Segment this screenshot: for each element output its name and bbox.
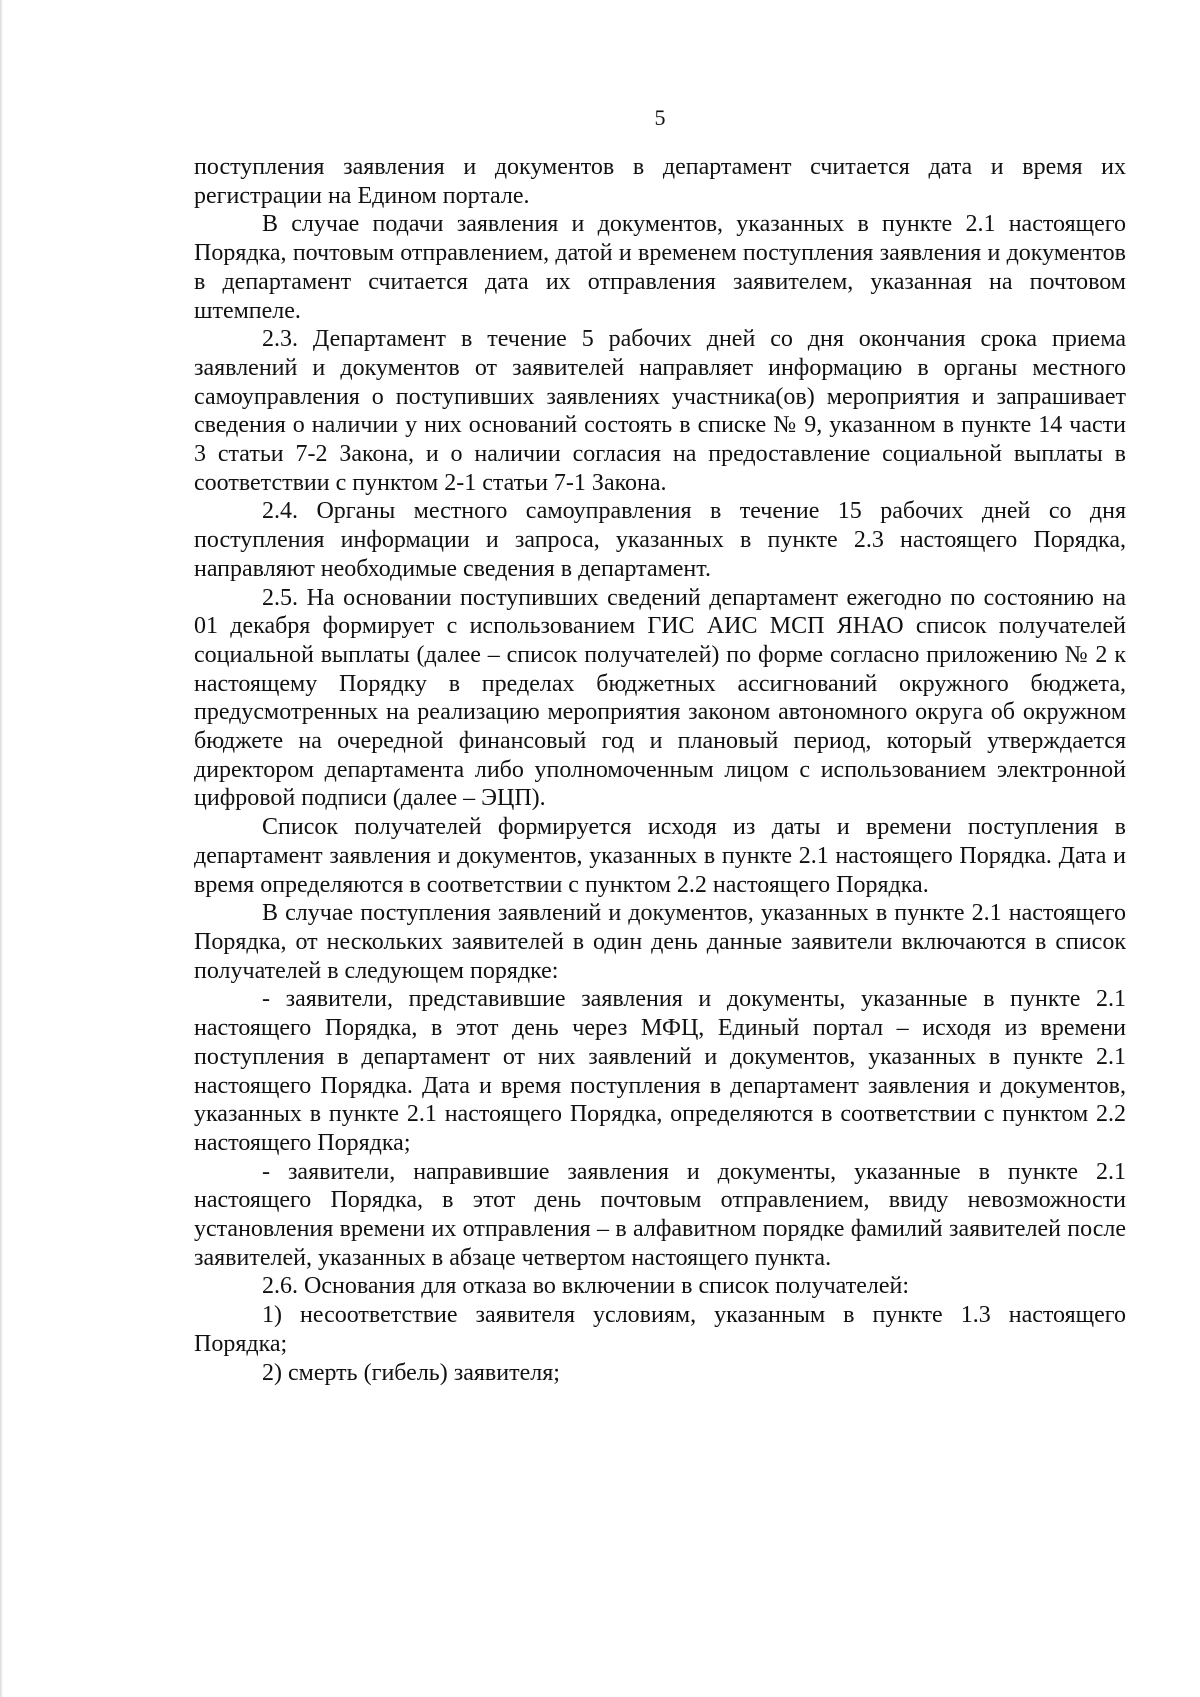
list-item-refusal-1: 1) несоответствие заявителя условиям, указанным в пункте 1.3 настоящего Порядка;: [194, 1302, 1126, 1357]
page-edge-shadow: [0, 0, 3, 1697]
list-item-refusal-2: 2) смерть (гибель) заявителя;: [262, 1359, 560, 1386]
page-number: 5: [654, 105, 666, 130]
paragraph-postal-submission: В случае подачи заявления и документов, указанных в пункте 2.1 настоящего Порядка, почтовым отправлением, датой и временем поступления заявления и документов в департамент считается дата их отправления заявителем, указанная на почтовом штемпеле.: [194, 211, 1126, 324]
paragraph-clause-2-5: 2.5. На основании поступивших сведений департамент ежегодно по состоянию на 01 декабря формирует с использованием ГИС АИС МСП ЯНАО список получателей социальной выплаты (далее – список получателей) по форме согласно приложению № 2 к настоящему Порядку в пределах бюджетных ассигнований окружного бюджета, предусмотренных на реализацию мероприятия законом автономного округа об окружном бюджете на очередной финансовый год и плановый период, который утверждается директором департамента либо уполномоченным лицом с использованием электронной цифровой подписи (далее – ЭЦП).: [194, 584, 1126, 812]
paragraph-same-day-order: В случае поступления заявлений и документов, указанных в пункте 2.1 настоящего Порядка, от нескольких заявителей в один день данные заявители включаются в список получателей в следующем порядке:: [194, 900, 1126, 984]
paragraph-registration-date: поступления заявления и документов в департамент считается дата и время их регистрации на Едином портале.: [194, 154, 1126, 209]
list-item-mfc-portal: - заявители, представившие заявления и документы, указанные в пункте 2.1 настоящего Порядка, в этот день через МФЦ, Единый портал – исходя из времени поступления в департамент от них заявлений и документов, указанных в пункте 2.1 настоящего Порядка. Дата и время поступления в департамент заявления и документов, указанных в пункте 2.1 настоящего Порядка, определяются в соответствии с пунктом 2.2 настоящего Порядка;: [194, 986, 1126, 1156]
paragraph-clause-2-4: 2.4. Органы местного самоуправления в течение 15 рабочих дней со дня поступления информации и запроса, указанных в пункте 2.3 настоящего Порядка, направляют необходимые сведения в департамент.: [194, 498, 1126, 582]
paragraph-clause-2-6: 2.6. Основания для отказа во включении в список получателей:: [262, 1273, 909, 1300]
paragraph-clause-2-3: 2.3. Департамент в течение 5 рабочих дней со дня окончания срока приема заявлений и документов от заявителей направляет информацию в органы местного самоуправления о поступивших заявлениях участника(ов) мероприятия и запрашивает сведения о наличии у них оснований состоять в списке № 9, указанном в пункте 14 части 3 статьи 7-2 Закона, и о наличии согласия на предоставление социальной выплаты в соответствии с пунктом 2-1 статьи 7-1 Закона.: [194, 326, 1126, 496]
paragraph-recipient-list: Список получателей формируется исходя из даты и времени поступления в департамент заявления и документов, указанных в пункте 2.1 настоящего Порядка. Дата и время определяются в соответствии с пунктом 2.2 настоящего Порядка.: [194, 814, 1126, 898]
list-item-postal: - заявители, направившие заявления и документы, указанные в пункте 2.1 настоящего Порядка, в этот день почтовым отправлением, ввиду невозможности установления времени их отправления – в алфавитном порядке фамилий заявителей после заявителей, указанных в абзаце четвертом настоящего пункта.: [194, 1158, 1126, 1271]
document-body: [194, 153, 1126, 1387]
